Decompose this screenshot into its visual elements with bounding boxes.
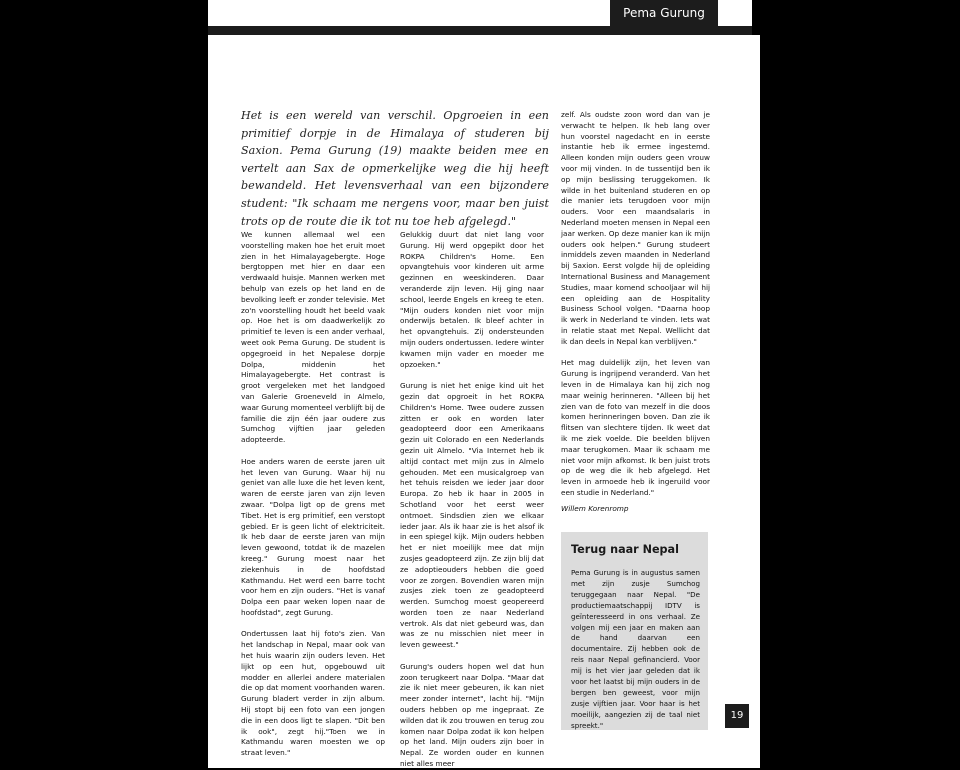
page-edge [752,35,760,768]
page-number: 19 [725,704,749,728]
paragraph: Gurung is niet het enige kind uit het gezin dat opgroeit in het ROKPA Children's Home. Twee oudere zussen zitten er ook en worden later geadopteerd door een Amerikaans gezin uit Colorado en een Nederlands gezin uit Almelo. "Via Internet heb ik altijd contact met mijn zus in Almelo gehouden. Met een musicalgroep van het tehuis reisden we ieder jaar door Europa. Zo heb ik haar in 2005 in Schotland voor het eerst weer ontmoet. Sindsdien zien we elkaar ieder jaar. Als ik haar zie is het alsof ik in een spiegel kijk. Mijn ouders hebben het er niet moeilijk mee dat mijn zusjes geadopteerd zijn. Ze zijn blij dat ze adoptieouders hebben die goed voor ze zorgen. Bovendien waren mijn zusjes ziek toen ze geadopteerd werden. Sumchog moest geopereerd worden toen ze naar Nederland vertrok. Als dat niet gebeurd was, dan was ze nu misschien niet meer in leven geweest." [400,381,544,650]
header-author-tab: Pema Gurung [610,0,718,26]
article-column-2 [400,230,544,770]
sidebar-box [561,532,708,730]
paragraph: Hoe anders waren de eerste jaren uit het leven van Gurung. Waar hij nu geniet van alle luxe die het leven kent, waren de eerste jaren van zijn leven zwaar. "Dolpa ligt op de grens met Tibet. Het is erg primitief, een verstopt gebied. Er is geen licht of elektriciteit. Ik heb daar de eerste jaren van mijn leven gewoond, totdat ik de mazelen kreeg." Gurung moest naar het ziekenhuis in de hoofdstad Kathmandu. Het werd een barre tocht voor hem en zijn ouders. "Het is vanaf Dolpa een paar weken lopen naar de hoofdstad", zegt Gurung. [241,456,385,617]
magazine-page [208,0,752,768]
paragraph: We kunnen allemaal wel een voorstelling maken hoe het eruit moet zien in het Himalayagebergte. Hoge bergtoppen met hier en daar een verdwaald huisje. Mannen werken met behulp van ezels op het land en de bevolking leeft er zonder televisie. Met zo'n voorstelling houdt het beeld vaak op. Hoe het is om daadwerkelijk zo primitief te leven is een ander verhaal, weet ook Pema Gurung. De student is opgegroeid in het Nepalese dorpje Dolpa, middenin het Himalayagebergte. Het contrast is groot vergeleken met het landgoed van Galerie Groeneveld in Almelo, waar Gurung momenteel verblijft bij de familie die zijn één jaar oudere zus Sumchog vijftien jaar geleden adopteerde. [241,230,385,445]
author-byline: Willem Korenromp [561,504,629,513]
sidebar-body: Pema Gurung is in augustus samen met zijn zusje Sumchog teruggegaan naar Nepal. "De productiemaatschappij IDTV is geïnteresseerd in ons verhaal. Ze volgen mij een jaar en maken aan de hand daarvan een documentaire. Zij hebben ook de reis naar Nepal gefinancierd. Voor mij is het vier jaar geleden dat ik voor het laatst bij mijn ouders in de bergen ben geweest, voor mijn zusje vijftien jaar. Voor haar is het moeilijk, aangezien zij de taal niet spreekt." [571,568,700,730]
paragraph: Gelukkig duurt dat niet lang voor Gurung. Hij werd opgepikt door het ROKPA Children's Home. Een opvangtehuis voor kinderen uit arme gezinnen en weeskinderen. Daar veranderde zijn leven. Hij ging naar school, leerde Engels en kreeg te eten. "Mijn ouders konden niet voor mijn onderwijs betalen. Ik bleef achter in het opvangtehuis. Zij ondersteunden mijn ouders ondertussen. Iedere winter kwamen mijn vader en moeder me opzoeken." [400,230,544,369]
article-column-1 [241,230,385,759]
paragraph: Ondertussen laat hij foto's zien. Van het landschap in Nepal, maar ook van het huis waarin zijn ouders leven. Het lijkt op een hut, opgebouwd uit modder en allerlei andere materialen die op dat moment voorhanden waren. Gurung bladert verder in zijn album. Hij stopt bij een foto van een jongen die in een doos ligt te slapen. "Dit ben ik ook", zegt hij."Toen we in Kathmandu waren moesten we op straat leven." [241,629,385,758]
paragraph: zelf. Als oudste zoon word dan van je verwacht te helpen. Ik heb lang over hun voorstel nagedacht en in eerste instantie heb ik ermee ingestemd. Alleen konden mijn ouders geen vrouw voor mij vinden. In de tussentijd ben ik op mijn beslissing teruggekomen. Ik wilde in het buitenland studeren en op die manier iets terugdoen voor mijn ouders. Voor een maandsalaris in Nederland moeten mensen in Nepal een jaar werken. Op deze manier kan ik mijn ouders ook helpen." Gurung studeert inmiddels zeven maanden in Nederland bij Saxion. Eerst volgde hij de opleiding International Business and Management Studies, maar komend schooljaar wil hij een opleiding aan de Hospitality Business School volgen. "Daarna hoop ik werk in Nederland te vinden. Iets wat in relatie staat met Nepal. Wellicht dat ik dan deels in Nepal kan verblijven." [561,110,710,346]
intro-text: Het is een wereld van verschil. Opgroeien in een primitief dorpje in de Himalaya of studeren bij Saxion. Pema Gurung (19) maakte beiden mee en vertelt aan Sax de opmerkelijke weg die hij heeft bewandeld. Het levensverhaal van een bijzondere student: "Ik schaam me nergens voor, maar ben juist trots op de route die ik tot nu toe heb afgelegd." [241,109,549,228]
paragraph: Het mag duidelijk zijn, het leven van Gurung is ingrijpend veranderd. Van het leven in de Himalaya kan hij zich nog maar weinig herinneren. "Alleen bij het zien van de foto van mezelf in die doos komen herinneringen boven. Dan zie ik flitsen van slechtere tijden. Ik weet dat ik me ziek voelde. Die beelden blijven maar terugkomen. Maar ik schaam me niet voor mijn afkomst. Ik ben juist trots op de weg die ik heb afgelegd. Het leven in armoede heb ik ingeruild voor een studie in Nederland." [561,358,710,497]
sidebar-title: Terug naar Nepal [571,543,679,556]
article-column-3 [561,110,710,499]
paragraph: Gurung's ouders hopen wel dat hun zoon terugkeert naar Dolpa. "Maar dat zie ik niet meer gebeuren, ik kan niet meer zonder internet", lacht hij. "Mijn ouders hebben op me ingepraat. Ze wilden dat ik zou trouwen en terug zou komen naar Dolpa zodat ik kon helpen op het land. Mijn ouders zijn boer in Nepal. Ze worden ouder en kunnen niet alles meer [400,661,544,769]
header-bar [208,26,752,35]
